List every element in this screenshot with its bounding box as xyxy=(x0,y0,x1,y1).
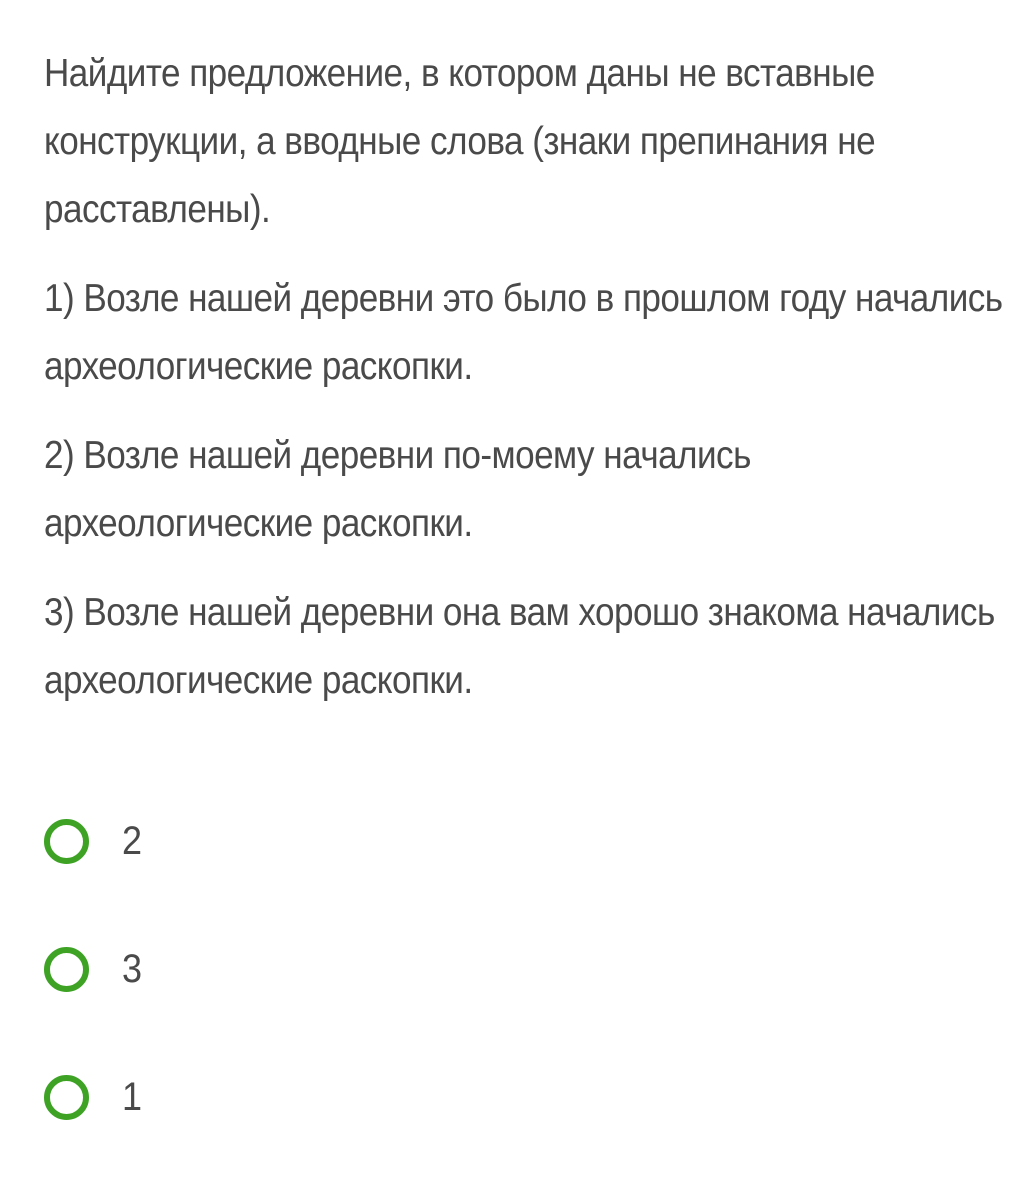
sentence-1: 1) Возле нашей деревни это было в прошлом году начались археологические раскопки. xyxy=(44,277,1003,388)
answer-option-3[interactable] xyxy=(44,940,144,998)
option-label: 3 xyxy=(122,946,143,991)
sentence-3: 3) Возле нашей деревни она вам хорошо знакома начались археологические раскопки. xyxy=(44,591,995,702)
radio-button-icon[interactable] xyxy=(44,819,89,864)
answer-options xyxy=(44,812,144,1196)
question-block xyxy=(44,40,1012,715)
sentence-2: 2) Возле нашей деревни по-моему начались археологические раскопки. xyxy=(44,434,751,545)
question-prompt: Найдите предложение, в котором даны не вставные конструкции, а вводные слова (знаки препинания не расставлены). xyxy=(44,52,876,231)
answer-option-1[interactable] xyxy=(44,1068,144,1126)
radio-button-icon[interactable] xyxy=(44,947,89,992)
radio-button-icon[interactable] xyxy=(44,1075,89,1120)
option-label: 2 xyxy=(122,818,143,863)
option-label: 1 xyxy=(122,1074,143,1119)
answer-option-2[interactable] xyxy=(44,812,144,870)
